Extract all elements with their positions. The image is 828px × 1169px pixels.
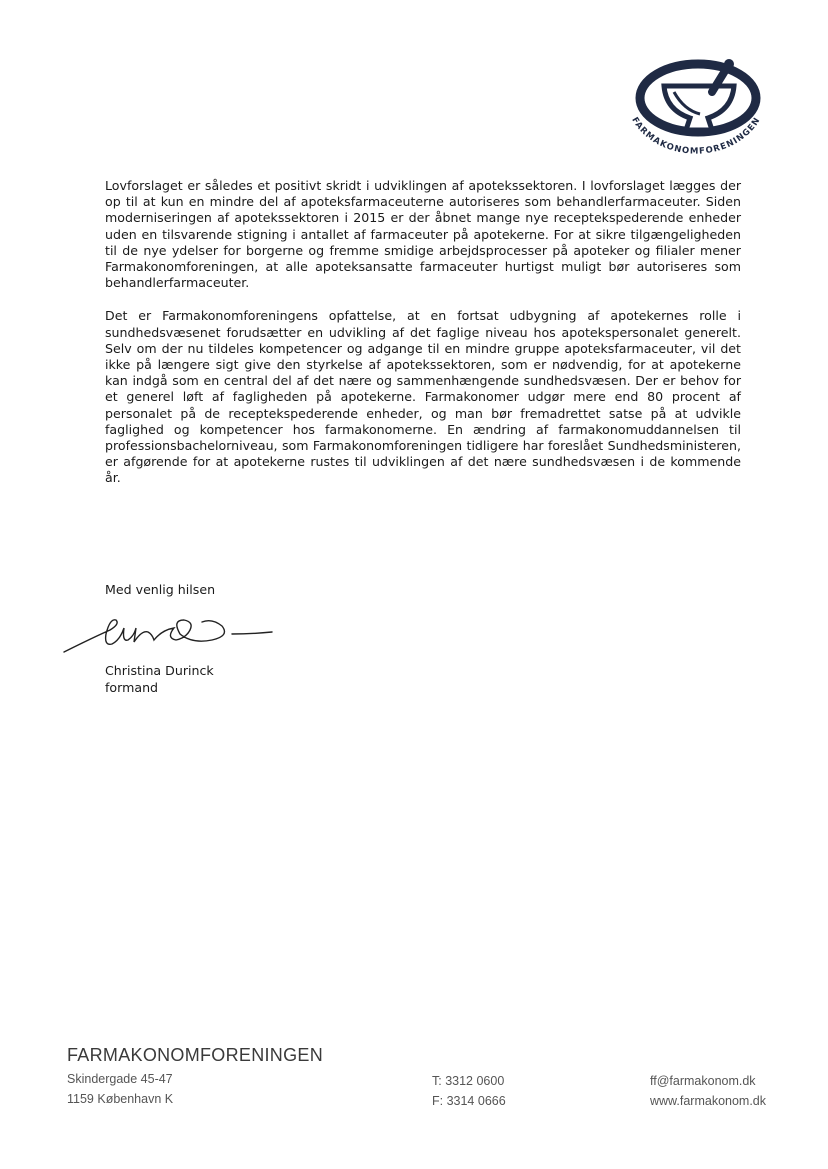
- paragraph-2: Det er Farmakonomforeningens opfattelse, at en fortsat udbygning af apotekernes rolle i sundhedsvæsenet forudsætter en udvikling af det faglige niveau hos apotekspersonalet generelt. Selv om der nu tildeles kompetencer og adgange til en mindre gruppe apoteksfarmaceuter, vil det ikke på længere sigt give den styrkelse af apotekssektoren, som er nødvendig, for at apotekerne kan indgå som en central del af det nære og sammenhængende sundhedsvæsen. Der er behov for et generel løft af fagligheden på apotekerne. Farmakonomer udgør mere end 80 procent af personalet på de receptekspederende enheder, og man bør fremadrettet satse på at udvikle faglighed og kompetencer hos farmakonomerne. En ændring af farmakonomuddannelsen til professionsbachelorniveau, som Farmakonomforeningen tidligere har foreslået Sundhedsministeren, er afgørende for at apotekerne rustes til udviklingen af det nære sundhedsvæsen i de kommende år.: [105, 308, 741, 486]
- signer-block: [105, 663, 214, 696]
- letter-body: [105, 178, 741, 504]
- logo-text: FARMAKONOMFORENINGEN: [629, 115, 763, 157]
- footer-organization: FARMAKONOMFORENINGEN: [67, 1045, 324, 1065]
- footer-fax: F: 3314 0666: [432, 1094, 506, 1108]
- footer-contact-block: [650, 1071, 766, 1111]
- footer-email-link[interactable]: ff@farmakonom.dk: [650, 1074, 756, 1088]
- footer-street: Skindergade 45-47: [67, 1072, 173, 1086]
- footer-city: 1159 København K: [67, 1092, 174, 1106]
- signer-name: Christina Durinck: [105, 663, 214, 678]
- closing-greeting: Med venlig hilsen: [105, 582, 216, 597]
- paragraph-1: Lovforslaget er således et positivt skridt i udviklingen af apotekssektoren. I lovforslaget lægges der op til at kun en mindre del af apoteksfarmaceuterne autoriseres som behandlerfarmaceuter. Siden moderniseringen af apotekssektoren i 2015 er der åbnet mange nye receptekspederende enheder uden en tilsvarende stigning i antallet af farmaceuter på apotekerne. For at sikre tilgængeligheden til de nye ydelser for borgerne og fremme smidige arbejdsprocesser på apoteker og filialer mener Farmakonomforeningen, at alle apoteksansatte farmaceuter hurtigst muligt bør autoriseres som behandlerfarmaceuter.: [105, 178, 741, 291]
- footer-address: [67, 1069, 173, 1109]
- handwritten-signature: [62, 600, 282, 662]
- signer-title: formand: [105, 679, 159, 695]
- farmakonomforeningen-logo: [616, 52, 776, 160]
- footer-phone: T: 3312 0600: [432, 1074, 505, 1088]
- footer-phone-block: [432, 1071, 506, 1111]
- footer-website-link[interactable]: www.farmakonom.dk: [650, 1094, 767, 1108]
